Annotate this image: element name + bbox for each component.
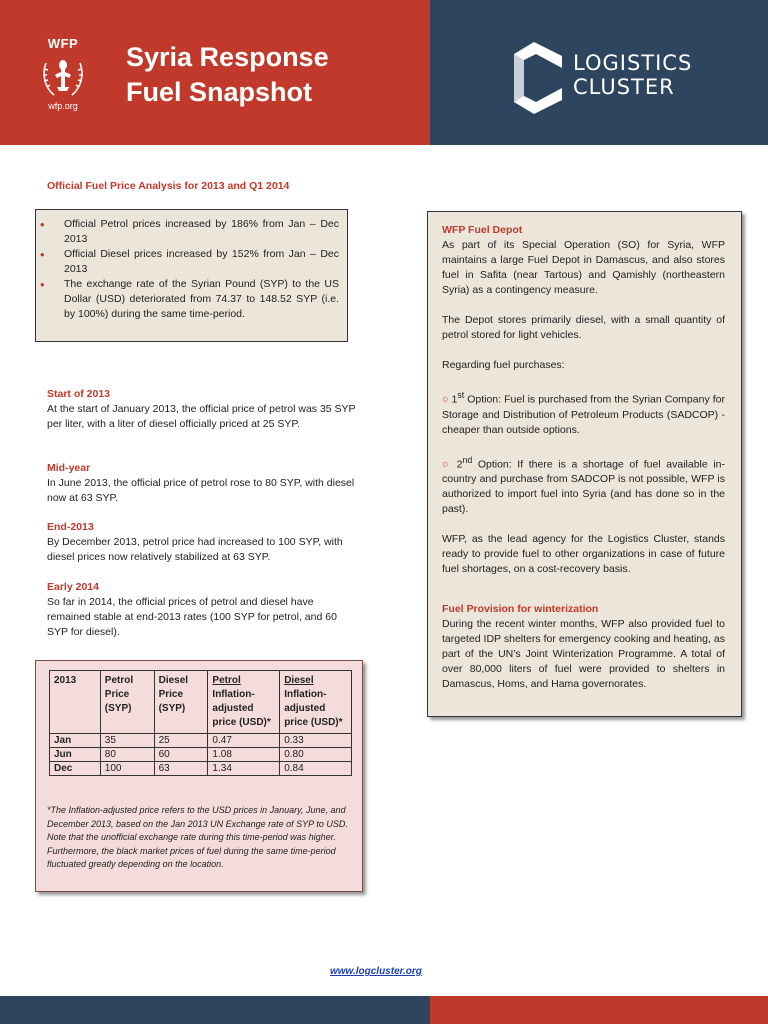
fuel-depot-sidebar	[427, 211, 742, 717]
section-body: By December 2013, petrol price had increased to 100 SYP, with diesel prices now relatively stabilized at 63 SYP.	[47, 536, 343, 563]
cell-diesel: 60	[154, 748, 208, 762]
section-heading: Mid-year	[47, 462, 91, 474]
col-diesel-price: Diesel Price (SYP)	[154, 671, 208, 734]
section-body: In June 2013, the official price of petrol rose to 80 SYP, with diesel now at 63 SYP.	[47, 477, 355, 504]
purchases-intro: Regarding fuel purchases:	[442, 359, 565, 371]
cell-diesel-usd: 0.33	[280, 734, 352, 748]
option-2-sup: nd	[462, 454, 473, 465]
option-1-sup: st	[457, 390, 465, 400]
cell-diesel-usd: 0.80	[280, 748, 352, 762]
winterization-paragraph: During the recent winter months, WFP also provided fuel to targeted IDP shelters for emergency cooking and heating, as part of the UN’s Joint Winterization Programme. A total of over 80,000 liters of fuel were provided to shelters in Damascus, Homs, and Hama governorates.	[442, 618, 725, 690]
logistics-cluster-icon	[510, 38, 564, 118]
cell-month: Dec	[50, 762, 101, 776]
cluster-line-2: CLUSTER	[573, 75, 675, 99]
option-1	[442, 388, 725, 438]
footer-red-band	[430, 996, 768, 1024]
key-point: • The exchange rate of the Syrian Pound (SYP) to the US Dollar (USD) deteriorated from 74.37 to 148.52 SYP (i.e. by 100%) during the same time-period.	[64, 277, 339, 322]
col-diesel-inflation	[280, 671, 352, 734]
wfp-url: wfp.org	[48, 101, 78, 111]
price-table-box	[35, 660, 363, 892]
cell-petrol-usd: 1.08	[208, 748, 280, 762]
col-petrol-price: Petrol Price (SYP)	[100, 671, 154, 734]
lead-agency-paragraph: WFP, as the lead agency for the Logistics Cluster, stands ready to provide fuel to other organizations in case of future fuel shortages, on a cost-recovery basis.	[442, 533, 725, 575]
table-row	[50, 762, 352, 776]
wfp-acronym: WFP	[47, 36, 79, 51]
cell-petrol-usd: 1.34	[208, 762, 280, 776]
key-points-box	[35, 209, 348, 342]
table-row	[50, 734, 352, 748]
title-line-2: Fuel Snapshot	[126, 77, 313, 107]
footer-navy-band	[0, 996, 430, 1024]
col-diesel-word: Diesel	[284, 675, 314, 686]
section-mid-year	[47, 461, 357, 506]
col-diesel-rest: Inflation-adjusted price (USD)*	[284, 689, 343, 728]
cell-petrol: 80	[100, 748, 154, 762]
option-2	[442, 453, 725, 518]
wfp-emblem-icon	[38, 53, 88, 101]
table-footnote: *The Inflation-adjusted price refers to the USD prices in January, June, and December 2013, based on the Jan 2013 UN Exchange rate of SYP to USD. Note that the unofficial exchange rate during this time-period was higher. Furthermore, the black market prices of fuel during the same time-period fluctuated greatly depending on the location.	[47, 805, 348, 869]
key-point: • Official Diesel prices increased by 152% from Jan – Dec 2013	[64, 247, 339, 277]
option-1-num: 1	[451, 393, 458, 406]
key-point: • Official Petrol prices increased by 186% from Jan – Dec 2013	[64, 217, 339, 247]
col-year: 2013	[50, 671, 101, 734]
logcluster-link[interactable]: www.logcluster.org	[330, 966, 422, 977]
option-1-text: Option: Fuel is purchased from the Syrian Company for Storage and Distribution of Petroleum Products (SADCOP) - cheaper than outside options.	[442, 393, 725, 436]
depot-paragraph: The Depot stores primarily diesel, with a small quantity of petrol stored for light vehicles.	[442, 314, 725, 341]
option-2-text: Option: If there is a shortage of fuel available in-country and purchase from SADCOP is not possible, WFP is authorized to import fuel into Syria (and has done so in the past).	[442, 458, 725, 515]
depot-paragraph: As part of its Special Operation (SO) for Syria, WFP maintains a large Fuel Depot in Damascus, and also stores fuel in Safita (near Tartous) and Qamishly (northeastern Syria) as a contingency measure.	[442, 239, 725, 296]
col-petrol-word: Petrol	[212, 675, 241, 686]
section-heading: Start of 2013	[47, 388, 111, 400]
cell-diesel: 25	[154, 734, 208, 748]
cluster-line-1: LOGISTICS	[573, 51, 693, 75]
cell-diesel: 63	[154, 762, 208, 776]
depot-heading: WFP Fuel Depot	[442, 224, 523, 236]
cell-diesel-usd: 0.84	[280, 762, 352, 776]
logistics-cluster-logo	[510, 38, 700, 118]
fuel-price-table	[49, 670, 352, 776]
col-petrol-inflation	[208, 671, 280, 734]
wfp-logo	[32, 36, 94, 118]
cell-petrol: 100	[100, 762, 154, 776]
section-heading: End-2013	[47, 521, 94, 533]
title-line-1: Syria Response	[126, 42, 329, 72]
cell-petrol-usd: 0.47	[208, 734, 280, 748]
circle-bullet-icon: ○	[442, 458, 452, 470]
section-subtitle: Official Fuel Price Analysis for 2013 and Q1 2014	[47, 180, 290, 192]
section-body: So far in 2014, the official prices of petrol and diesel have remained stable at end-2013 rates (100 SYP for petrol, and 60 SYP for diesel).	[47, 596, 337, 638]
col-petrol-rest: Inflation-adjusted price (USD)*	[212, 689, 271, 728]
section-end-2013	[47, 520, 357, 565]
table-row	[50, 748, 352, 762]
section-heading: Early 2014	[47, 581, 99, 593]
section-early-2014	[47, 580, 357, 640]
page-title	[126, 40, 329, 110]
cell-month: Jun	[50, 748, 101, 762]
section-body: At the start of January 2013, the official price of petrol was 35 SYP per liter, with a liter of diesel officially priced at 25 SYP.	[47, 403, 356, 430]
cell-petrol: 35	[100, 734, 154, 748]
table-header-row	[50, 671, 352, 734]
cluster-name	[573, 51, 692, 99]
circle-bullet-icon: ○	[442, 393, 449, 406]
option-2-num: 2	[456, 458, 463, 470]
section-start-2013	[47, 387, 357, 432]
winterization-heading: Fuel Provision for winterization	[442, 603, 599, 615]
cell-month: Jan	[50, 734, 101, 748]
